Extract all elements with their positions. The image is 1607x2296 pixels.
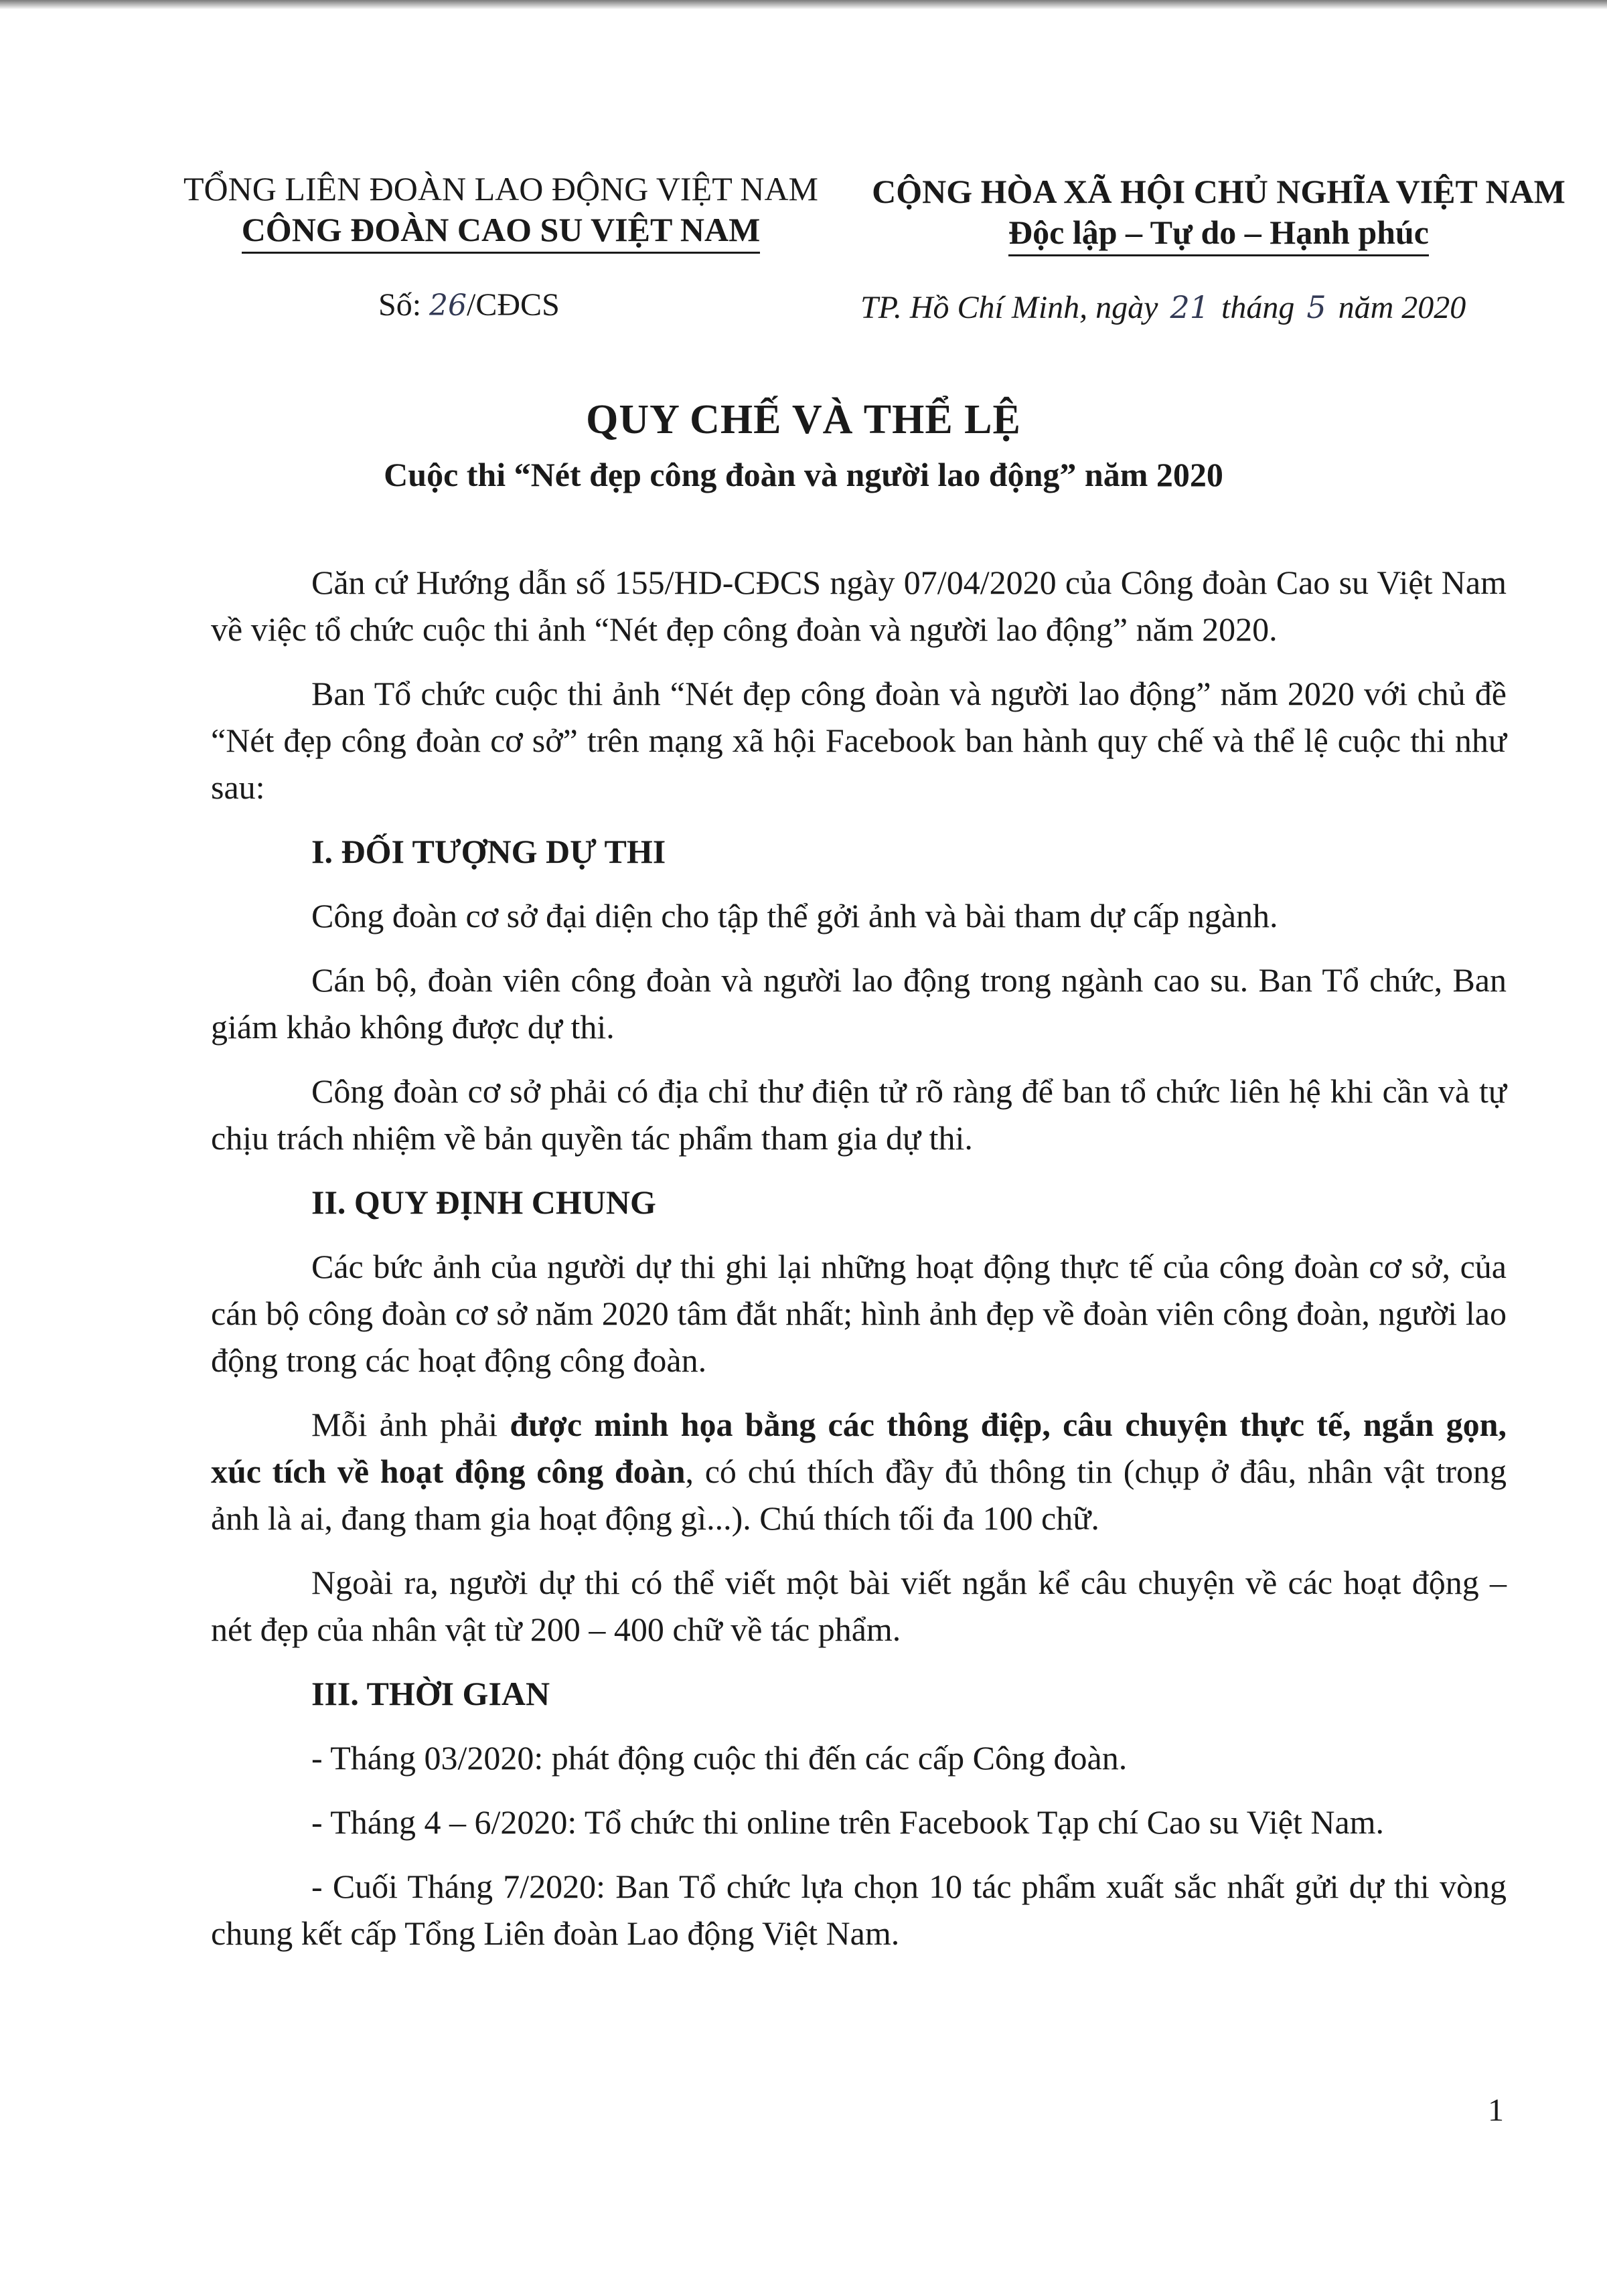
doc-number-handwritten: 26: [429, 289, 467, 323]
date-month: 5: [1306, 289, 1326, 325]
national-motto: Độc lập – Tự do – Hạnh phúc: [1008, 212, 1429, 256]
timeline-item: - Cuối Tháng 7/2020: Ban Tổ chức lựa chọn 10 tác phẩm xuất sắc nhất gửi dự thi vòng chung kết cấp Tổng Liên đoàn Lao động Việt Nam.: [211, 1868, 1507, 1952]
date-month-label: tháng: [1221, 290, 1295, 325]
section-2-heading: II. QUY ĐỊNH CHUNG: [311, 1183, 656, 1221]
nation-name: CỘNG HÒA XÃ HỘI CHỦ NGHĨA VIỆT NAM: [872, 173, 1565, 210]
national-header: [850, 171, 1587, 256]
p2-bold: được minh họa bằng các thông điệp, câu chuyện thực tế, ngắn gọn, xúc tích về hoạt động công đoàn: [211, 1406, 1507, 1490]
p2-start: Mỗi ảnh phải: [311, 1406, 510, 1443]
intro-paragraph-2: Ban Tổ chức cuộc thi ảnh “Nét đẹp công đoàn và người lao động” năm 2020 với chủ đề “Nét đẹp công đoàn cơ sở” trên mạng xã hội Facebook ban hành quy chế và thể lệ cuộc thi như sau:: [211, 675, 1507, 806]
section-2-paragraph-3: Ngoài ra, người dự thi có thể viết một bài viết ngắn kể câu chuyện về các hoạt động – nét đẹp của nhân vật từ 200 – 400 chữ về tác phẩm.: [211, 1564, 1507, 1648]
date-prefix: TP. Hồ Chí Minh, ngày: [860, 290, 1158, 325]
document-number: [378, 286, 560, 323]
section-2-paragraph-2: [211, 1401, 1507, 1542]
page-number: 1: [1488, 2093, 1504, 2128]
doc-number-suffix: /CĐCS: [467, 287, 560, 323]
scan-top-edge: [0, 0, 1607, 9]
timeline-item: - Tháng 03/2020: phát động cuộc thi đến các cấp Công đoàn.: [311, 1739, 1128, 1777]
document-title: QUY CHẾ VÀ THỂ LỆ: [586, 397, 1021, 442]
section-1-paragraph-3: Công đoàn cơ sở phải có địa chỉ thư điện tử rõ ràng để ban tổ chức liên hệ khi cần và tự chịu trách nhiệm về bản quyền tác phẩm tham gia dự thi.: [211, 1072, 1507, 1157]
section-2-paragraph-1: Các bức ảnh của người dự thi ghi lại những hoạt động thực tế của công đoàn cơ sở, của cán bộ công đoàn cơ sở năm 2020 tâm đắt nhất; hình ảnh đẹp về đoàn viên công đoàn, người lao động trong các hoạt động công đoàn.: [211, 1248, 1507, 1379]
date-day: 21: [1170, 289, 1210, 325]
doc-number-prefix: Số:: [378, 287, 422, 323]
p2-end: , có chú thích đầy đủ thông tin (chụp ở đâu, nhân vật trong ảnh là ai, đang tham gia hoạt động gì...). Chú thích tối đa 100 chữ.: [211, 1453, 1507, 1537]
section-1-heading: I. ĐỐI TƯỢNG DỰ THI: [311, 833, 666, 870]
section-1-paragraph-1: Công đoàn cơ sở đại diện cho tập thể gởi ảnh và bài tham dự cấp ngành.: [311, 897, 1278, 934]
document-date: [860, 289, 1466, 326]
section-3-heading: III. THỜI GIAN: [311, 1675, 550, 1712]
document-body: [211, 559, 1507, 1974]
intro-paragraph-1: Căn cứ Hướng dẫn số 155/HD-CĐCS ngày 07/04/2020 của Công đoàn Cao su Việt Nam về việc tổ chức cuộc thi ảnh “Nét đẹp công đoàn và người lao động” năm 2020.: [211, 564, 1507, 648]
document-subtitle: Cuộc thi “Nét đẹp công đoàn và người lao động” năm 2020: [384, 456, 1223, 493]
date-year: năm 2020: [1338, 290, 1466, 325]
organization-name: CÔNG ĐOÀN CAO SU VIỆT NAM: [242, 209, 761, 254]
issuing-organization: [173, 169, 829, 254]
section-1-paragraph-2: Cán bộ, đoàn viên công đoàn và người lao động trong ngành cao su. Ban Tổ chức, Ban giám khảo không được dự thi.: [211, 961, 1507, 1046]
parent-organization: TỔNG LIÊN ĐOÀN LAO ĐỘNG VIỆT NAM: [183, 170, 819, 208]
timeline-item: - Tháng 4 – 6/2020: Tổ chức thi online trên Facebook Tạp chí Cao su Việt Nam.: [311, 1803, 1385, 1841]
